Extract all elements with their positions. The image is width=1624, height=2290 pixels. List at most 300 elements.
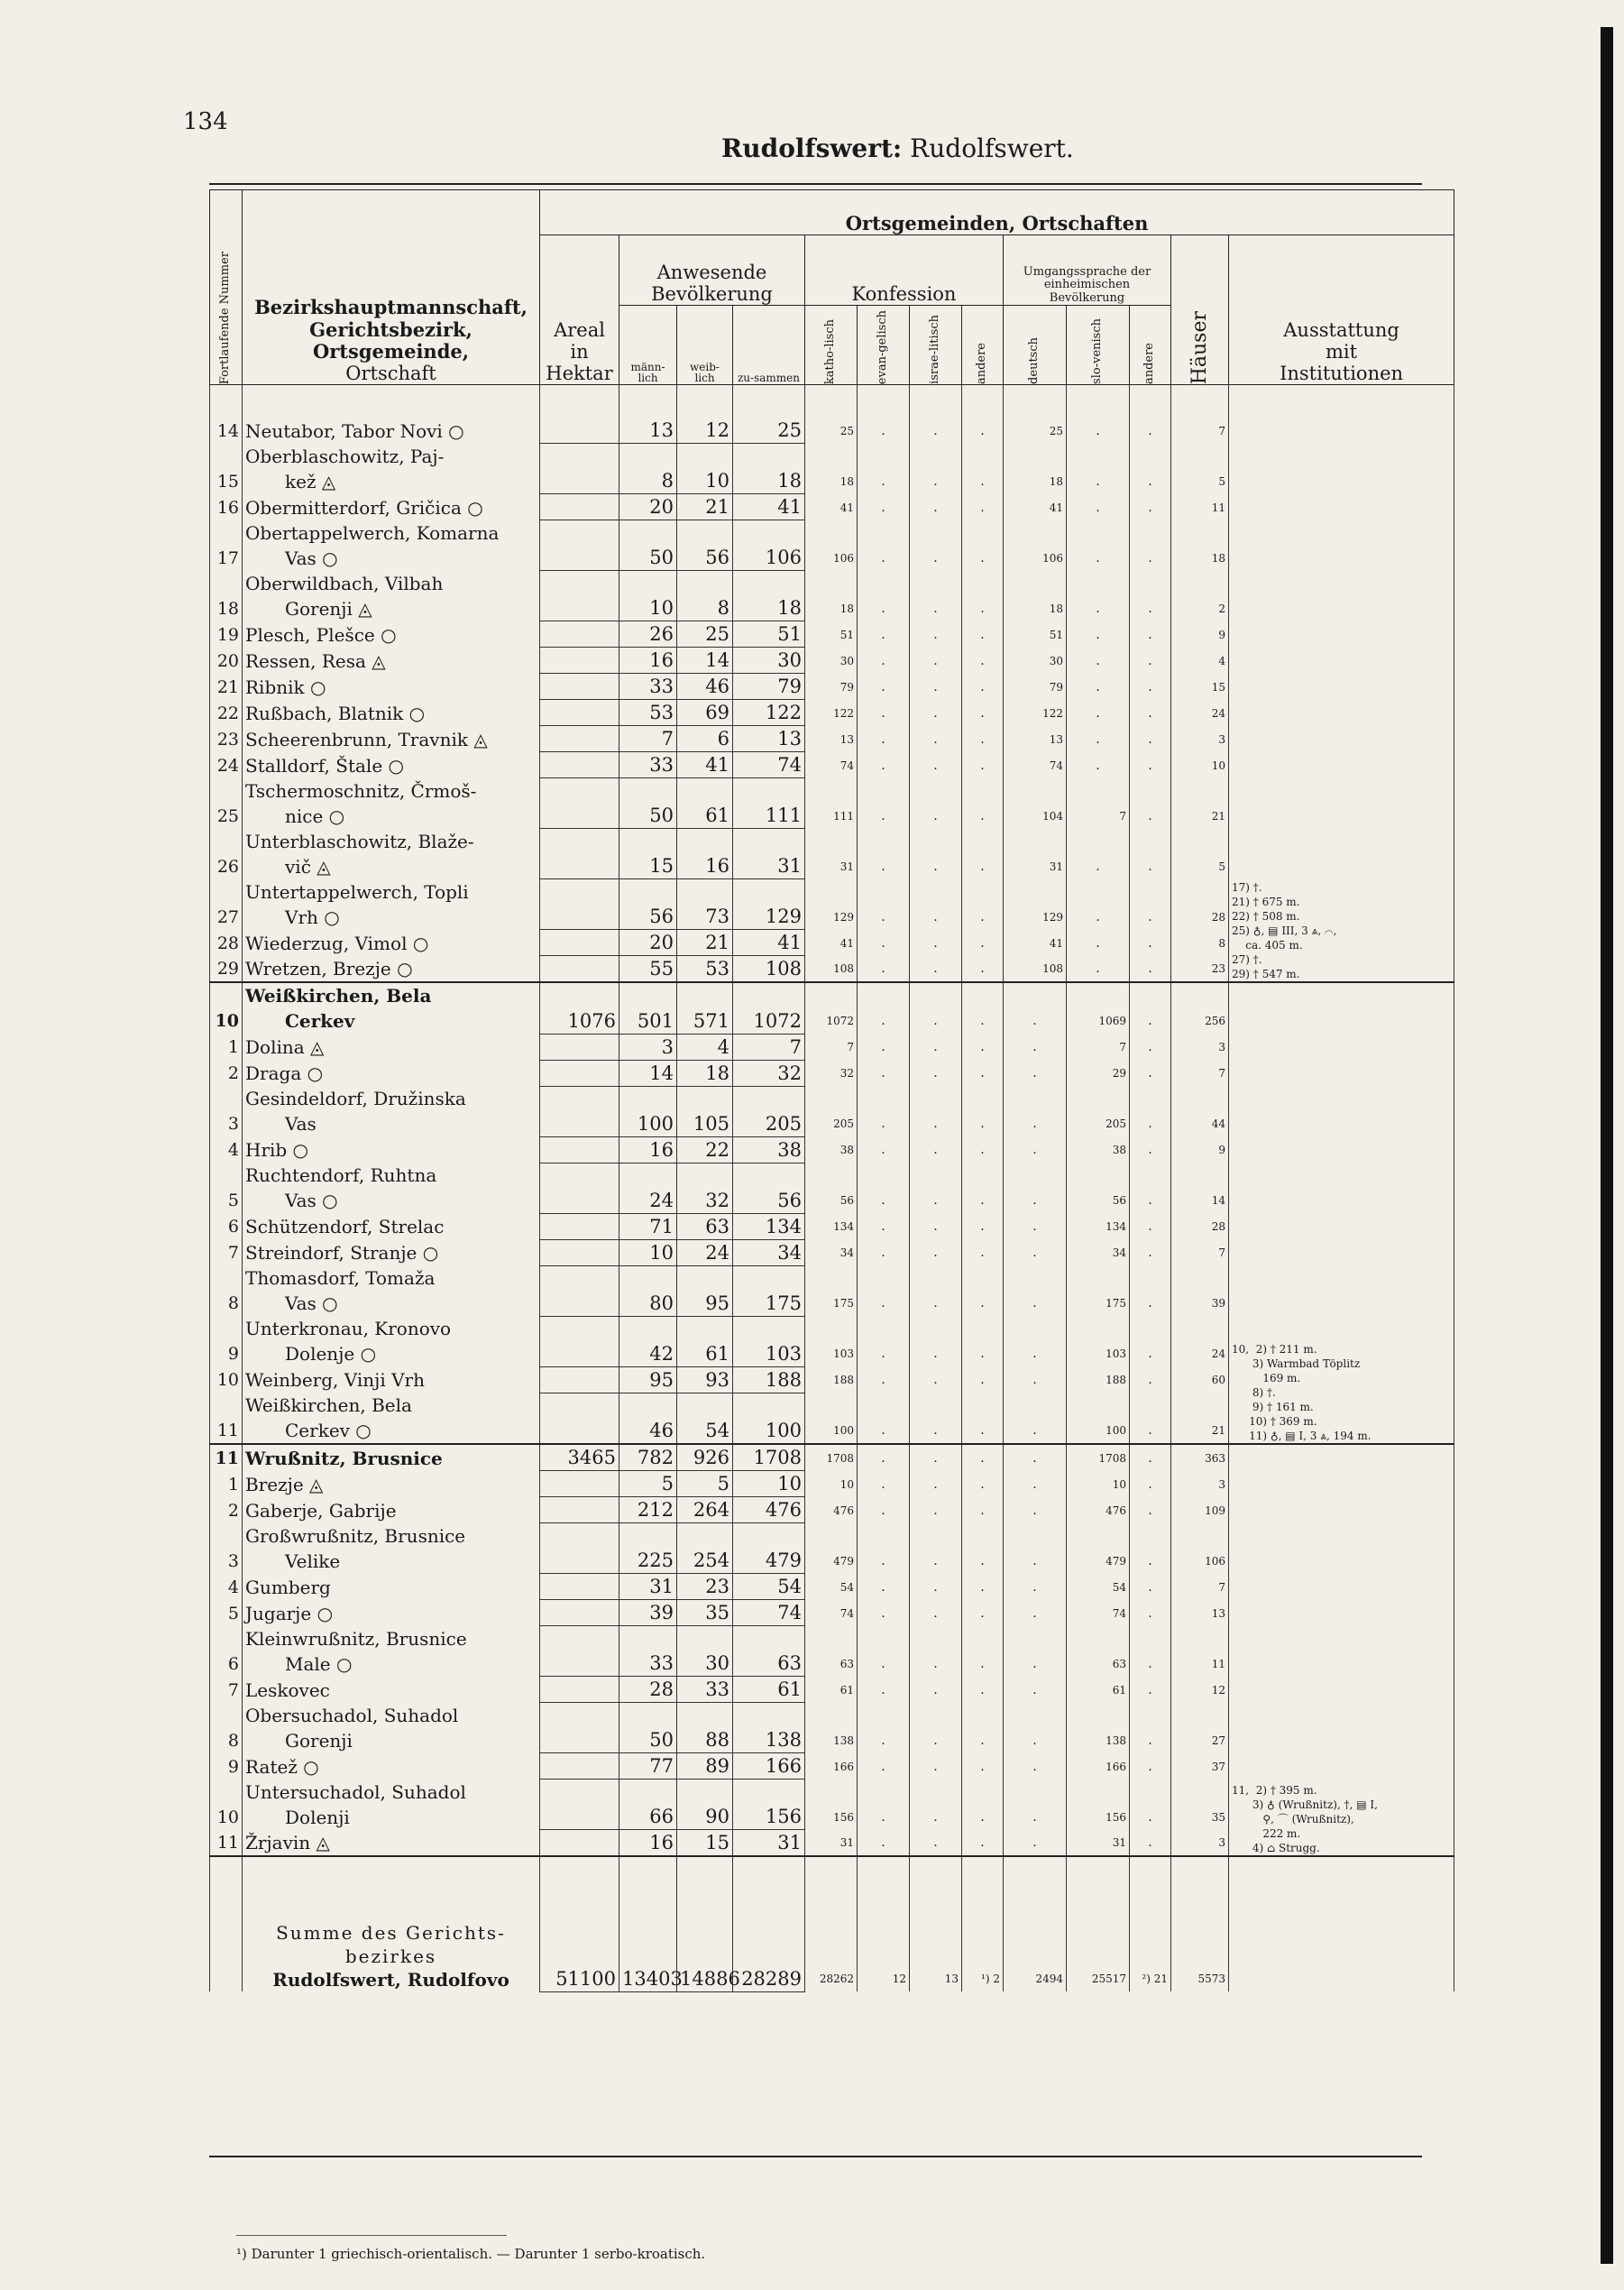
place-name xyxy=(243,1163,540,1213)
evangelisch-value: . xyxy=(858,1316,910,1366)
israelitisch-value: . xyxy=(910,1574,962,1600)
place-name-line: vič ◬ xyxy=(285,855,331,878)
table-body xyxy=(210,385,1454,1992)
place-name xyxy=(243,1677,540,1703)
statistics-table xyxy=(209,189,1454,1992)
evangelisch-value: . xyxy=(858,1600,910,1626)
place-name-line: Ratež ○ xyxy=(245,1755,319,1778)
maennlich-value: 71 xyxy=(619,1213,677,1239)
row-number: 26 xyxy=(210,829,243,879)
deutsch-value: 122 xyxy=(1004,700,1067,726)
konf-andere-value: . xyxy=(962,829,1004,879)
spacer-cell xyxy=(1130,385,1171,418)
deutsch-value: 104 xyxy=(1004,778,1067,829)
spr-andere-value: . xyxy=(1130,1265,1171,1316)
slovenisch-value: 205 xyxy=(1067,1086,1130,1136)
maennlich-value: 782 xyxy=(619,1444,677,1471)
place-name-line: Unterkronau, Kronovo xyxy=(245,1318,452,1339)
weiblich-value: 63 xyxy=(677,1213,733,1239)
place-name xyxy=(243,1316,540,1366)
spr-andere-value: . xyxy=(1130,1034,1171,1060)
place-name xyxy=(243,700,540,726)
haeuser-value: 10 xyxy=(1171,752,1229,778)
slovenisch-value: 61 xyxy=(1067,1677,1130,1703)
spr-andere-value: . xyxy=(1130,982,1171,1034)
place-name-line: Vrh ○ xyxy=(285,906,340,928)
zusammen-value: 111 xyxy=(733,778,805,829)
spr-andere-value: . xyxy=(1130,726,1171,752)
place-name xyxy=(243,1393,540,1444)
weiblich-value: 73 xyxy=(677,879,733,930)
slovenisch-value: . xyxy=(1067,829,1130,879)
slovenisch-value: 7 xyxy=(1067,778,1130,829)
weiblich-value: 21 xyxy=(677,494,733,520)
evangelisch-value: . xyxy=(858,726,910,752)
evangelisch-value: . xyxy=(858,520,910,571)
summe-maennlich: 13403 xyxy=(619,1856,677,1991)
slovenisch-value: . xyxy=(1067,726,1130,752)
areal-value xyxy=(540,648,619,674)
haeuser-value: 9 xyxy=(1171,1136,1229,1163)
summe-areal: 51100 xyxy=(540,1856,619,1991)
katholisch-value: 18 xyxy=(805,444,858,494)
spr-andere-value: . xyxy=(1130,648,1171,674)
spacer-cell xyxy=(1067,385,1130,418)
konf-andere-value: . xyxy=(962,1136,1004,1163)
katholisch-value: 13 xyxy=(805,726,858,752)
areal-value xyxy=(540,1316,619,1366)
ausstattung-notes: 10, 2) † 211 m. 3) Warmbad Töplitz 169 m. 8) †. 9) † 161 m. 10) † 369 m. 11) ♁, ▤ I, 3 ⩓, 194 m. xyxy=(1229,982,1454,1444)
slovenisch-value: . xyxy=(1067,418,1130,444)
slovenisch-value: . xyxy=(1067,879,1130,930)
israelitisch-value: . xyxy=(910,1136,962,1163)
col-deutsch: deutsch xyxy=(1004,306,1067,385)
footnote-rule xyxy=(236,2235,507,2236)
slovenisch-value: 134 xyxy=(1067,1213,1130,1239)
evangelisch-value: . xyxy=(858,1444,910,1471)
page-title xyxy=(721,133,1074,163)
evangelisch-value: . xyxy=(858,1497,910,1523)
spr-andere-value: . xyxy=(1130,1086,1171,1136)
row-number: 6 xyxy=(210,1213,243,1239)
israelitisch-value: . xyxy=(910,778,962,829)
row-number: 29 xyxy=(210,956,243,983)
deutsch-value: 106 xyxy=(1004,520,1067,571)
evangelisch-value: . xyxy=(858,1574,910,1600)
row-number: 16 xyxy=(210,494,243,520)
col-areal-header: Areal in Hektar xyxy=(540,235,619,385)
maennlich-value: 31 xyxy=(619,1574,677,1600)
col-konfession-header: Konfession xyxy=(805,235,1004,306)
maennlich-value: 55 xyxy=(619,956,677,983)
zusammen-value: 41 xyxy=(733,930,805,956)
row-number: 11 xyxy=(210,1393,243,1444)
konf-andere-value: . xyxy=(962,444,1004,494)
zusammen-value: 1072 xyxy=(733,982,805,1034)
title-rest: Rudolfswert. xyxy=(902,133,1074,163)
zusammen-value: 100 xyxy=(733,1393,805,1444)
slovenisch-value: 479 xyxy=(1067,1523,1130,1574)
slovenisch-value: 7 xyxy=(1067,1034,1130,1060)
konf-andere-value: . xyxy=(962,418,1004,444)
katholisch-value: 56 xyxy=(805,1163,858,1213)
zusammen-value: 31 xyxy=(733,1830,805,1857)
weiblich-value: 6 xyxy=(677,726,733,752)
evangelisch-value: . xyxy=(858,1626,910,1677)
konf-andere-value: . xyxy=(962,1780,1004,1830)
slovenisch-value: . xyxy=(1067,930,1130,956)
maennlich-value: 10 xyxy=(619,571,677,621)
table-bottom-rule xyxy=(209,2156,1422,2157)
place-name-line: Weinberg, Vinji Vrh xyxy=(245,1369,425,1391)
israelitisch-value: . xyxy=(910,674,962,700)
zusammen-value: 175 xyxy=(733,1265,805,1316)
evangelisch-value: . xyxy=(858,930,910,956)
place-name-line: Brezje ◬ xyxy=(245,1473,324,1495)
row-number: 5 xyxy=(210,1600,243,1626)
katholisch-value: 34 xyxy=(805,1239,858,1265)
evangelisch-value: . xyxy=(858,982,910,1034)
areal-value xyxy=(540,1600,619,1626)
deutsch-value: . xyxy=(1004,982,1067,1034)
haeuser-value: 24 xyxy=(1171,700,1229,726)
place-name-line: Neutabor, Tabor Novi ○ xyxy=(245,419,464,442)
place-name xyxy=(243,1497,540,1523)
col-bevoelkerung-header: Anwesende Bevölkerung xyxy=(619,235,805,306)
place-name-line: kež ◬ xyxy=(285,470,336,492)
haeuser-value: 3 xyxy=(1171,1471,1229,1497)
weiblich-value: 88 xyxy=(677,1703,733,1753)
maennlich-value: 80 xyxy=(619,1265,677,1316)
row-number: 1 xyxy=(210,1471,243,1497)
katholisch-value: 30 xyxy=(805,648,858,674)
evangelisch-value: . xyxy=(858,621,910,648)
zusammen-value: 188 xyxy=(733,1366,805,1393)
deutsch-value: . xyxy=(1004,1366,1067,1393)
place-name-line: Schützendorf, Strelac xyxy=(245,1216,445,1237)
deutsch-value: 18 xyxy=(1004,571,1067,621)
spacer-cell xyxy=(1229,385,1454,418)
katholisch-value: 38 xyxy=(805,1136,858,1163)
weiblich-value: 69 xyxy=(677,700,733,726)
col-evangelisch: evan-gelisch xyxy=(858,306,910,385)
col-konf-andere: andere xyxy=(962,306,1004,385)
weiblich-value: 46 xyxy=(677,674,733,700)
place-name-line: Male ○ xyxy=(285,1652,353,1675)
col-maennlich: männ-lich xyxy=(619,306,677,385)
maennlich-value: 28 xyxy=(619,1677,677,1703)
place-name-line: Wiederzug, Vimol ○ xyxy=(245,932,429,954)
place-name-line: nice ○ xyxy=(285,805,345,827)
row-number: 8 xyxy=(210,1265,243,1316)
summe-zusammen: 28289 xyxy=(733,1856,805,1991)
spacer-cell xyxy=(1004,385,1067,418)
zusammen-value: 56 xyxy=(733,1163,805,1213)
place-name-line: Oberblaschowitz, Paj- xyxy=(245,445,445,467)
konf-andere-value: . xyxy=(962,752,1004,778)
evangelisch-value: . xyxy=(858,418,910,444)
areal-value xyxy=(540,1471,619,1497)
weiblich-value: 61 xyxy=(677,778,733,829)
haeuser-value: 7 xyxy=(1171,1239,1229,1265)
spr-andere-value: . xyxy=(1130,1316,1171,1366)
evangelisch-value: . xyxy=(858,1830,910,1857)
row-number: 4 xyxy=(210,1574,243,1600)
weiblich-value: 22 xyxy=(677,1136,733,1163)
scan-edge xyxy=(1601,27,1613,2264)
weiblich-value: 30 xyxy=(677,1626,733,1677)
spr-andere-value: . xyxy=(1130,1060,1171,1086)
summe-katholisch: 28262 xyxy=(805,1856,858,1991)
place-name-line: Weißkirchen, Bela xyxy=(245,985,432,1007)
israelitisch-value: . xyxy=(910,1471,962,1497)
areal-value xyxy=(540,778,619,829)
haeuser-value: 2 xyxy=(1171,571,1229,621)
katholisch-value: 54 xyxy=(805,1574,858,1600)
weiblich-value: 32 xyxy=(677,1163,733,1213)
spr-andere-value: . xyxy=(1130,571,1171,621)
evangelisch-value: . xyxy=(858,1086,910,1136)
row-number: 23 xyxy=(210,726,243,752)
spr-andere-value: . xyxy=(1130,778,1171,829)
col-zusammen: zu-sammen xyxy=(733,306,805,385)
spr-andere-value: . xyxy=(1130,520,1171,571)
katholisch-value: 122 xyxy=(805,700,858,726)
haeuser-value: 35 xyxy=(1171,1780,1229,1830)
israelitisch-value: . xyxy=(910,1703,962,1753)
evangelisch-value: . xyxy=(858,1780,910,1830)
katholisch-value: 18 xyxy=(805,571,858,621)
place-name xyxy=(243,1600,540,1626)
maennlich-value: 53 xyxy=(619,700,677,726)
haeuser-value: 7 xyxy=(1171,418,1229,444)
evangelisch-value: . xyxy=(858,956,910,983)
maennlich-value: 77 xyxy=(619,1753,677,1780)
areal-value xyxy=(540,1497,619,1523)
title-bold: Rudolfswert: xyxy=(721,133,903,163)
slovenisch-value: 156 xyxy=(1067,1780,1130,1830)
row-number: 9 xyxy=(210,1316,243,1366)
zusammen-value: 41 xyxy=(733,494,805,520)
place-name-line: Hrib ○ xyxy=(245,1139,309,1161)
katholisch-value: 205 xyxy=(805,1086,858,1136)
evangelisch-value: . xyxy=(858,879,910,930)
areal-value xyxy=(540,571,619,621)
place-name xyxy=(243,648,540,674)
konf-andere-value: . xyxy=(962,494,1004,520)
israelitisch-value: . xyxy=(910,1677,962,1703)
spr-andere-value: . xyxy=(1130,444,1171,494)
place-name-line: Gumberg xyxy=(245,1576,331,1598)
katholisch-value: 100 xyxy=(805,1393,858,1444)
spr-andere-value: . xyxy=(1130,1393,1171,1444)
haeuser-value: 8 xyxy=(1171,930,1229,956)
haeuser-value: 18 xyxy=(1171,520,1229,571)
summe-label xyxy=(243,1856,540,1991)
place-name-line: Velike xyxy=(285,1550,341,1572)
konf-andere-value: . xyxy=(962,648,1004,674)
place-name xyxy=(243,1703,540,1753)
summe-label-line: bezirkes xyxy=(344,1945,437,1967)
place-name xyxy=(243,752,540,778)
israelitisch-value: . xyxy=(910,1316,962,1366)
place-name xyxy=(243,778,540,829)
israelitisch-value: . xyxy=(910,648,962,674)
konf-andere-value: . xyxy=(962,1086,1004,1136)
maennlich-value: 26 xyxy=(619,621,677,648)
group-header: Ortsgemeinden, Ortschaften xyxy=(540,190,1454,235)
maennlich-value: 225 xyxy=(619,1523,677,1574)
haeuser-value: 9 xyxy=(1171,621,1229,648)
haeuser-value: 27 xyxy=(1171,1703,1229,1753)
row-number: 7 xyxy=(210,1239,243,1265)
haeuser-value: 39 xyxy=(1171,1265,1229,1316)
evangelisch-value: . xyxy=(858,1471,910,1497)
israelitisch-value: . xyxy=(910,1444,962,1471)
maennlich-value: 56 xyxy=(619,879,677,930)
deutsch-value: 18 xyxy=(1004,444,1067,494)
place-name-line: Rußbach, Blatnik ○ xyxy=(245,702,426,724)
weiblich-value: 95 xyxy=(677,1265,733,1316)
spacer-cell xyxy=(805,385,858,418)
deutsch-value: . xyxy=(1004,1523,1067,1574)
spr-andere-value: . xyxy=(1130,674,1171,700)
konf-andere-value: . xyxy=(962,778,1004,829)
katholisch-value: 32 xyxy=(805,1060,858,1086)
areal-value xyxy=(540,674,619,700)
haeuser-value: 256 xyxy=(1171,982,1229,1034)
slovenisch-value: . xyxy=(1067,494,1130,520)
weiblich-value: 21 xyxy=(677,930,733,956)
place-name xyxy=(243,1523,540,1574)
place-name-line: Wretzen, Brezje ○ xyxy=(245,958,413,979)
katholisch-value: 41 xyxy=(805,494,858,520)
col-ausstattung-header: Ausstattung mit Institutionen xyxy=(1229,235,1454,385)
weiblich-value: 8 xyxy=(677,571,733,621)
row-number: 2 xyxy=(210,1060,243,1086)
place-name-line: Streindorf, Stranje ○ xyxy=(245,1242,439,1264)
haeuser-value: 7 xyxy=(1171,1060,1229,1086)
summe-evangelisch: 12 xyxy=(858,1856,910,1991)
place-name xyxy=(243,930,540,956)
weiblich-value: 105 xyxy=(677,1086,733,1136)
areal-value: 1076 xyxy=(540,982,619,1034)
col-haeuser-header: Häuser xyxy=(1171,235,1229,385)
spr-andere-value: . xyxy=(1130,1703,1171,1753)
place-name-line: Ribnik ○ xyxy=(245,676,326,698)
weiblich-value: 53 xyxy=(677,956,733,983)
zusammen-value: 166 xyxy=(733,1753,805,1780)
maennlich-value: 42 xyxy=(619,1316,677,1366)
evangelisch-value: . xyxy=(858,494,910,520)
zusammen-value: 122 xyxy=(733,700,805,726)
row-number: 24 xyxy=(210,752,243,778)
weiblich-value: 24 xyxy=(677,1239,733,1265)
weiblich-value: 4 xyxy=(677,1034,733,1060)
deutsch-value: . xyxy=(1004,1497,1067,1523)
spacer-row xyxy=(210,385,1454,418)
konf-andere-value: . xyxy=(962,1497,1004,1523)
summe-row xyxy=(210,1856,1454,1991)
deutsch-value: . xyxy=(1004,1213,1067,1239)
areal-value xyxy=(540,1239,619,1265)
row-number: 8 xyxy=(210,1703,243,1753)
summe-haeuser: 5573 xyxy=(1171,1856,1229,1991)
spacer-cell xyxy=(540,385,619,418)
maennlich-value: 16 xyxy=(619,1830,677,1857)
deutsch-value: . xyxy=(1004,1677,1067,1703)
areal-value xyxy=(540,1060,619,1086)
slovenisch-value: 103 xyxy=(1067,1316,1130,1366)
place-name xyxy=(243,1444,540,1471)
haeuser-value: 28 xyxy=(1171,1213,1229,1239)
haeuser-value: 28 xyxy=(1171,879,1229,930)
row-number: 6 xyxy=(210,1626,243,1677)
areal-value xyxy=(540,752,619,778)
spacer-cell xyxy=(243,385,540,418)
deutsch-value: 41 xyxy=(1004,930,1067,956)
spacer-cell xyxy=(858,385,910,418)
slovenisch-value: 29 xyxy=(1067,1060,1130,1086)
konf-andere-value: . xyxy=(962,1471,1004,1497)
zusammen-value: 54 xyxy=(733,1574,805,1600)
row-number: 18 xyxy=(210,571,243,621)
zusammen-value: 13 xyxy=(733,726,805,752)
deutsch-value: 51 xyxy=(1004,621,1067,648)
place-name xyxy=(243,982,540,1034)
row-number: 5 xyxy=(210,1163,243,1213)
place-name-line: Gorenji ◬ xyxy=(285,597,372,620)
katholisch-value: 106 xyxy=(805,520,858,571)
konf-andere-value: . xyxy=(962,1523,1004,1574)
katholisch-value: 41 xyxy=(805,930,858,956)
weiblich-value: 41 xyxy=(677,752,733,778)
place-name-line: Weißkirchen, Bela xyxy=(245,1394,412,1416)
haeuser-value: 3 xyxy=(1171,726,1229,752)
place-name xyxy=(243,1471,540,1497)
katholisch-value: 61 xyxy=(805,1677,858,1703)
place-name-line: Dolina ◬ xyxy=(245,1036,325,1058)
maennlich-value: 8 xyxy=(619,444,677,494)
row-number xyxy=(210,1856,243,1991)
weiblich-value: 18 xyxy=(677,1060,733,1086)
katholisch-value: 166 xyxy=(805,1753,858,1780)
zusammen-value: 38 xyxy=(733,1136,805,1163)
konf-andere-value: . xyxy=(962,1393,1004,1444)
slovenisch-value: 10 xyxy=(1067,1471,1130,1497)
place-name xyxy=(243,1626,540,1677)
katholisch-value: 156 xyxy=(805,1780,858,1830)
evangelisch-value: . xyxy=(858,700,910,726)
deutsch-value: . xyxy=(1004,1574,1067,1600)
israelitisch-value: . xyxy=(910,1163,962,1213)
haeuser-value: 14 xyxy=(1171,1163,1229,1213)
areal-value xyxy=(540,1086,619,1136)
evangelisch-value: . xyxy=(858,1523,910,1574)
zusammen-value: 31 xyxy=(733,829,805,879)
israelitisch-value: . xyxy=(910,982,962,1034)
areal-value xyxy=(540,1574,619,1600)
katholisch-value: 134 xyxy=(805,1213,858,1239)
evangelisch-value: . xyxy=(858,444,910,494)
deutsch-value: . xyxy=(1004,1393,1067,1444)
evangelisch-value: . xyxy=(858,1366,910,1393)
table-top-rule xyxy=(209,183,1422,185)
place-name-line: Kleinwrußnitz, Brusnice xyxy=(245,1627,467,1650)
place-name-line: Oberwildbach, Vilbah xyxy=(245,572,444,594)
deutsch-value: 30 xyxy=(1004,648,1067,674)
konf-andere-value: . xyxy=(962,621,1004,648)
